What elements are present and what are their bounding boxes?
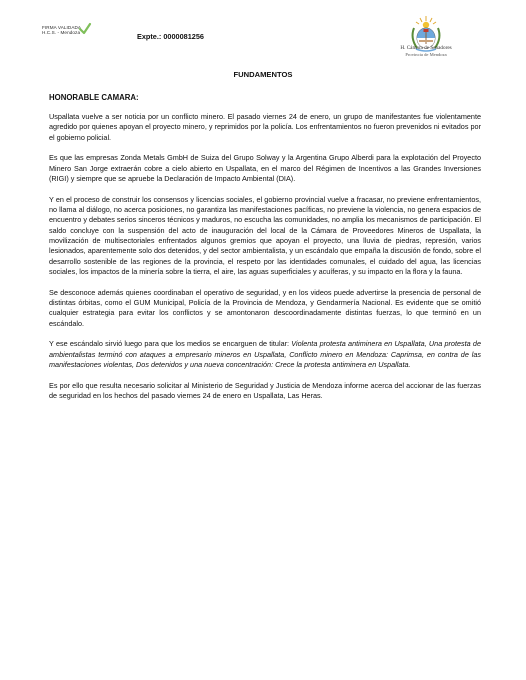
institution-line-2: Provincia de Mendoza [405, 51, 447, 57]
paragraph-6: Es por ello que resulta necesario solicitar al Ministerio de Seguridad y Justicia de Mendoza informe acerca del accionar de las fuerzas de seguridad en los hechos del pasado viernes 24 de enero en Uspallata, Las Heras. [49, 380, 481, 401]
institution-line-1: H. Cámara de Senadores [400, 45, 452, 51]
paragraph-5-headlines: Violenta protesta antiminera en Uspallata, Una protesta de ambientalistas terminó con ataques a empresario mineros en Uspallata, Conflicto minero en Mendoza: Caprimsa, en contra de las manifestaciones violentas, Dos detenidos y una nueva concentración: Crece la protesta antiminera en Uspallata. [49, 339, 481, 369]
paragraph-2: Es que las empresas Zonda Metals GmbH de Suiza del Grupo Solway y la Argentina Grupo Alberdi para la explotación del Proyecto Minero San Jorge extraerán cobre a cielo abierto en Uspallata, en el marco del Régimen de Incentivos a las Grandes Inversiones (RIGI) y siempre que se apruebe la Declaración de Impacto Ambiental (DIA). [49, 153, 481, 183]
paragraph-1: Uspallata vuelve a ser noticia por un conflicto minero. El pasado viernes 24 de enero, un grupo de manifestantes fue violentamente agredido por quienes apoyan el proyecto minero, y reprimidos por la policía. Los enfrentamientos no fueron prevenidos ni evitados por el gobierno policial. [49, 112, 481, 142]
document-body [49, 112, 481, 412]
paragraph-4: Se desconoce además quienes coordinaban el operativo de seguridad, y en los videos puede advertirse la presencia de personal de distintas órbitas, como el GUM Municipal, Policía de la Provincia de Mendoza, y Gendarmería Nacional. Es evidente que se omitió cualquier estrategia para evitar los conflictos y se amontonaron descoordinadamente distintas fuerzas, lo que terminó en un escándalo. [49, 287, 481, 328]
checkmark-icon [78, 22, 92, 36]
signature-line-2: H.C.S. - Mendoza [42, 30, 81, 35]
salutation: HONORABLE CAMARA: [49, 93, 139, 102]
paragraph-3: Y en el proceso de construir los consensos y licencias sociales, el gobierno provincial vuelve a fracasar, no previene enfrentamientos, no llama al diálogo, no acerca posiciones, no garantiza las manifestaciones pacíficas, no previene la violencia, no genera espacios de encuentro y debates serios sinceros técnicos y maduros, no escucha las comunidades, no amplia los mecanismos de participación. El saldo concluye con la suspensión del acto de inauguración del local de la Cámara de Proveedores Mineros de Uspallata, la movilización de multisectoriales enfrentados algunos gremios que apoyan el proyecto, una lluvia de piedras, represión, varios lesionados, aparentemente solo dos detenidos, y del sector ambientalista, y un escándalo que empaña la discusión de fondo, sobre el desarrollo sostenible de las regiones de la provincia, el respeto por las identidades comunales, el cuidado del agua, las licencias sociales, los impactos de la minería sobre la tierra, el aire, las aguas superficiales y acuíferas, y su impacto en la flora y la fauna. [49, 194, 481, 276]
institution-name [392, 46, 460, 57]
paragraph-5-lead: Y ese escándalo sirvió luego para que los medios se encarguen de titular: [49, 339, 292, 349]
paragraph-5 [49, 339, 481, 370]
expediente-number: Expte.: 0000081256 [137, 32, 204, 41]
signature-stamp [42, 25, 81, 35]
signature-line-1: FIRMA VALIDADA [42, 25, 82, 30]
document-title: FUNDAMENTOS [233, 70, 293, 79]
